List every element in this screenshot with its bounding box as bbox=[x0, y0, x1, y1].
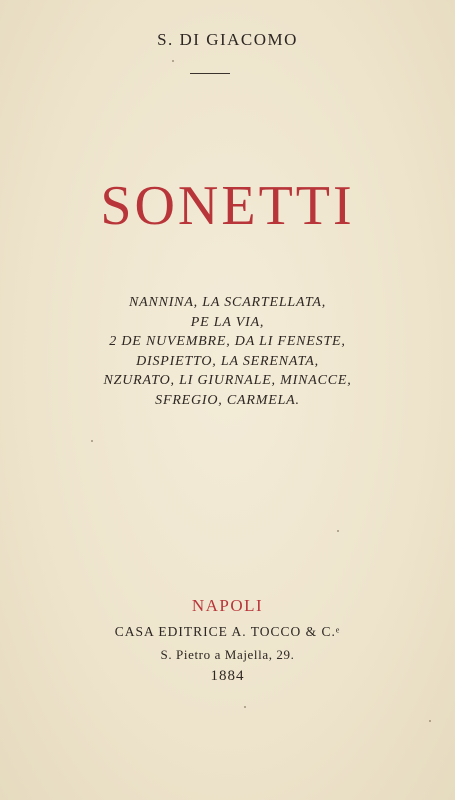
contents-line: SFREGIO, CARMELA. bbox=[155, 392, 300, 408]
book-title: SONETTI bbox=[100, 175, 355, 237]
paper-speck bbox=[244, 706, 246, 708]
contents-line: 2 DE NUVEMBRE, DA LI FENESTE, bbox=[109, 334, 346, 349]
contents-line: PE LA VIA, bbox=[190, 314, 265, 330]
imprint-year: 1884 bbox=[210, 668, 245, 684]
paper-speck bbox=[91, 440, 93, 442]
paper-speck bbox=[429, 720, 431, 722]
paper-speck bbox=[172, 60, 174, 62]
contents-line: DISPIETTO, LA SERENATA, bbox=[136, 353, 319, 369]
imprint-publisher: CASA EDITRICE A. TOCCO & C.ᵉ bbox=[114, 624, 341, 639]
imprint-address: S. Pietro a Majella, 29. bbox=[160, 647, 295, 662]
contents-line: NANNINA, LA SCARTELLATA, bbox=[128, 295, 327, 310]
author-name: S. DI GIACOMO bbox=[157, 30, 298, 49]
imprint-place: NAPOLI bbox=[191, 596, 264, 615]
paper-speck bbox=[337, 530, 339, 532]
divider-rule bbox=[190, 73, 230, 74]
contents-list bbox=[0, 293, 455, 410]
contents-line: NZURATO, LI GIURNALE, MINACCE, bbox=[103, 373, 352, 388]
